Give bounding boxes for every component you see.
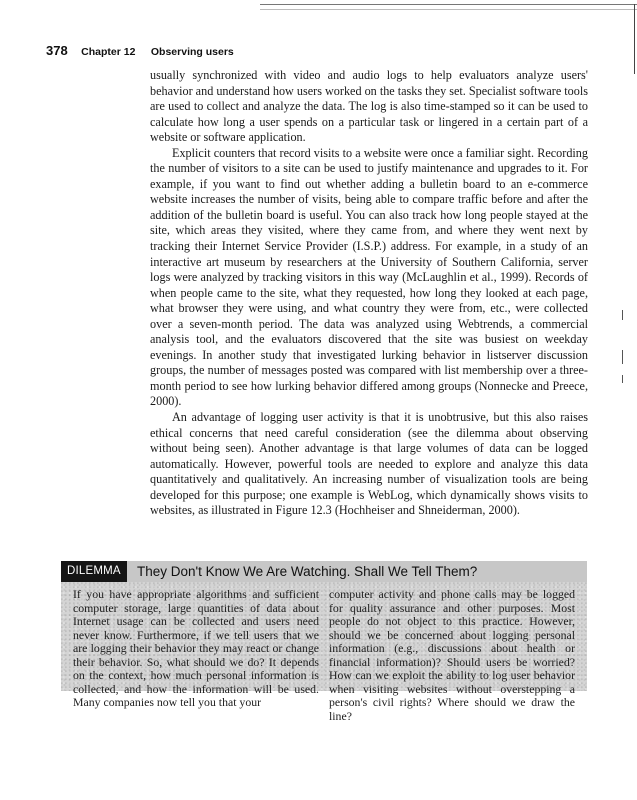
dilemma-box — [61, 582, 587, 723]
dilemma-column-left: If you have appropriate algorithms and sufficient computer storage, large quantities of data about Internet usage can be collected and users need never know. Furthermore, if we tell users that we are logging their behavior they may react or change their behavior. So, what should we do? It depends on the context, how much personal information is collected, and how the information will be used. Many companies now tell you that your — [73, 587, 319, 709]
dilemma-column-right: computer activity and phone calls may be logged for quality assurance and other purposes. Most people do not object to this practice. However, should we be concerned about logging personal information (e.g., discussions about health or financial information)? Should users be worried? How can we exploit the ability to log user behavior when visiting websites without overstepping a person's civil rights? Where should we draw the line? — [329, 587, 575, 723]
right-edge-rule — [634, 4, 635, 74]
paragraph-1: usually synchronized with video and audio logs to help evaluators analyze users' behavior and understand how users worked on the tasks they set. Specialist software tools are used to collect and analyze the data. The log is also time-stamped so it can be used to calculate how long a user spends on a particular task or lingered in a certain part of a website or software application. — [150, 68, 588, 145]
dilemma-header-bar — [61, 561, 587, 582]
paragraph-3: An advantage of logging user activity is that it is unobtrusive, but this also raises ethical concerns that need careful consideration (see the dilemma about observing without being seen). Another advantage is that large volumes of data can be logged automatically. However, powerful tools are needed to explore and analyze this data quantitatively and qualitatively. An increasing number of visualization tools are being developed for this purpose; one example is WebLog, which dynamically shows visits to websites, as illustrated in Figure 12.3 (Hochheiser and Shneiderman, 2000). — [150, 410, 588, 518]
dilemma-title: They Don't Know We Are Watching. Shall We Tell Them? — [137, 564, 478, 579]
top-rule — [260, 4, 637, 5]
margin-mark — [622, 350, 623, 364]
chapter-label: Chapter 12 — [81, 46, 136, 58]
top-rule-secondary — [260, 9, 637, 10]
page-number: 378 — [46, 43, 68, 58]
body-text — [150, 68, 588, 519]
dilemma-tag: DILEMMA — [61, 561, 127, 582]
margin-mark — [622, 310, 623, 320]
running-header — [46, 42, 234, 60]
section-title: Observing users — [150, 46, 234, 58]
margin-mark — [622, 375, 623, 383]
paragraph-2: Explicit counters that record visits to a website were once a familiar sight. Recording the number of visitors to a site can be used to justify maintenance and upgrades to it. For example, if you want to find out whether adding a bulletin board to an e-commerce website increases the number of visits, being able to compare traffic before and after the addition of the bulletin board is useful. You can also track how long people stayed at the site, which areas they visited, where they came from, and where they went next by tracking their Internet Service Provider (I.S.P.) address. For example, in a study of an interactive art museum by researchers at the University of Southern California, server logs were analyzed by tracking visitors in this way (McLaughlin et al., 1999). Records of when people came to the site, what they requested, how long they looked at each page, what browser they were using, and what country they were from, etc., were collected over a seven-month period. The data was analyzed using Webtrends, a commercial analysis tool, and the evaluators discovered that the site was busiest on weekday evenings. In another study that investigated lurking behavior in listserver discussion groups, the number of messages posted was compared with list membership over a three-month period to see how lurking behavior differed among groups (Nonnecke and Preece, 2000). — [150, 145, 588, 409]
